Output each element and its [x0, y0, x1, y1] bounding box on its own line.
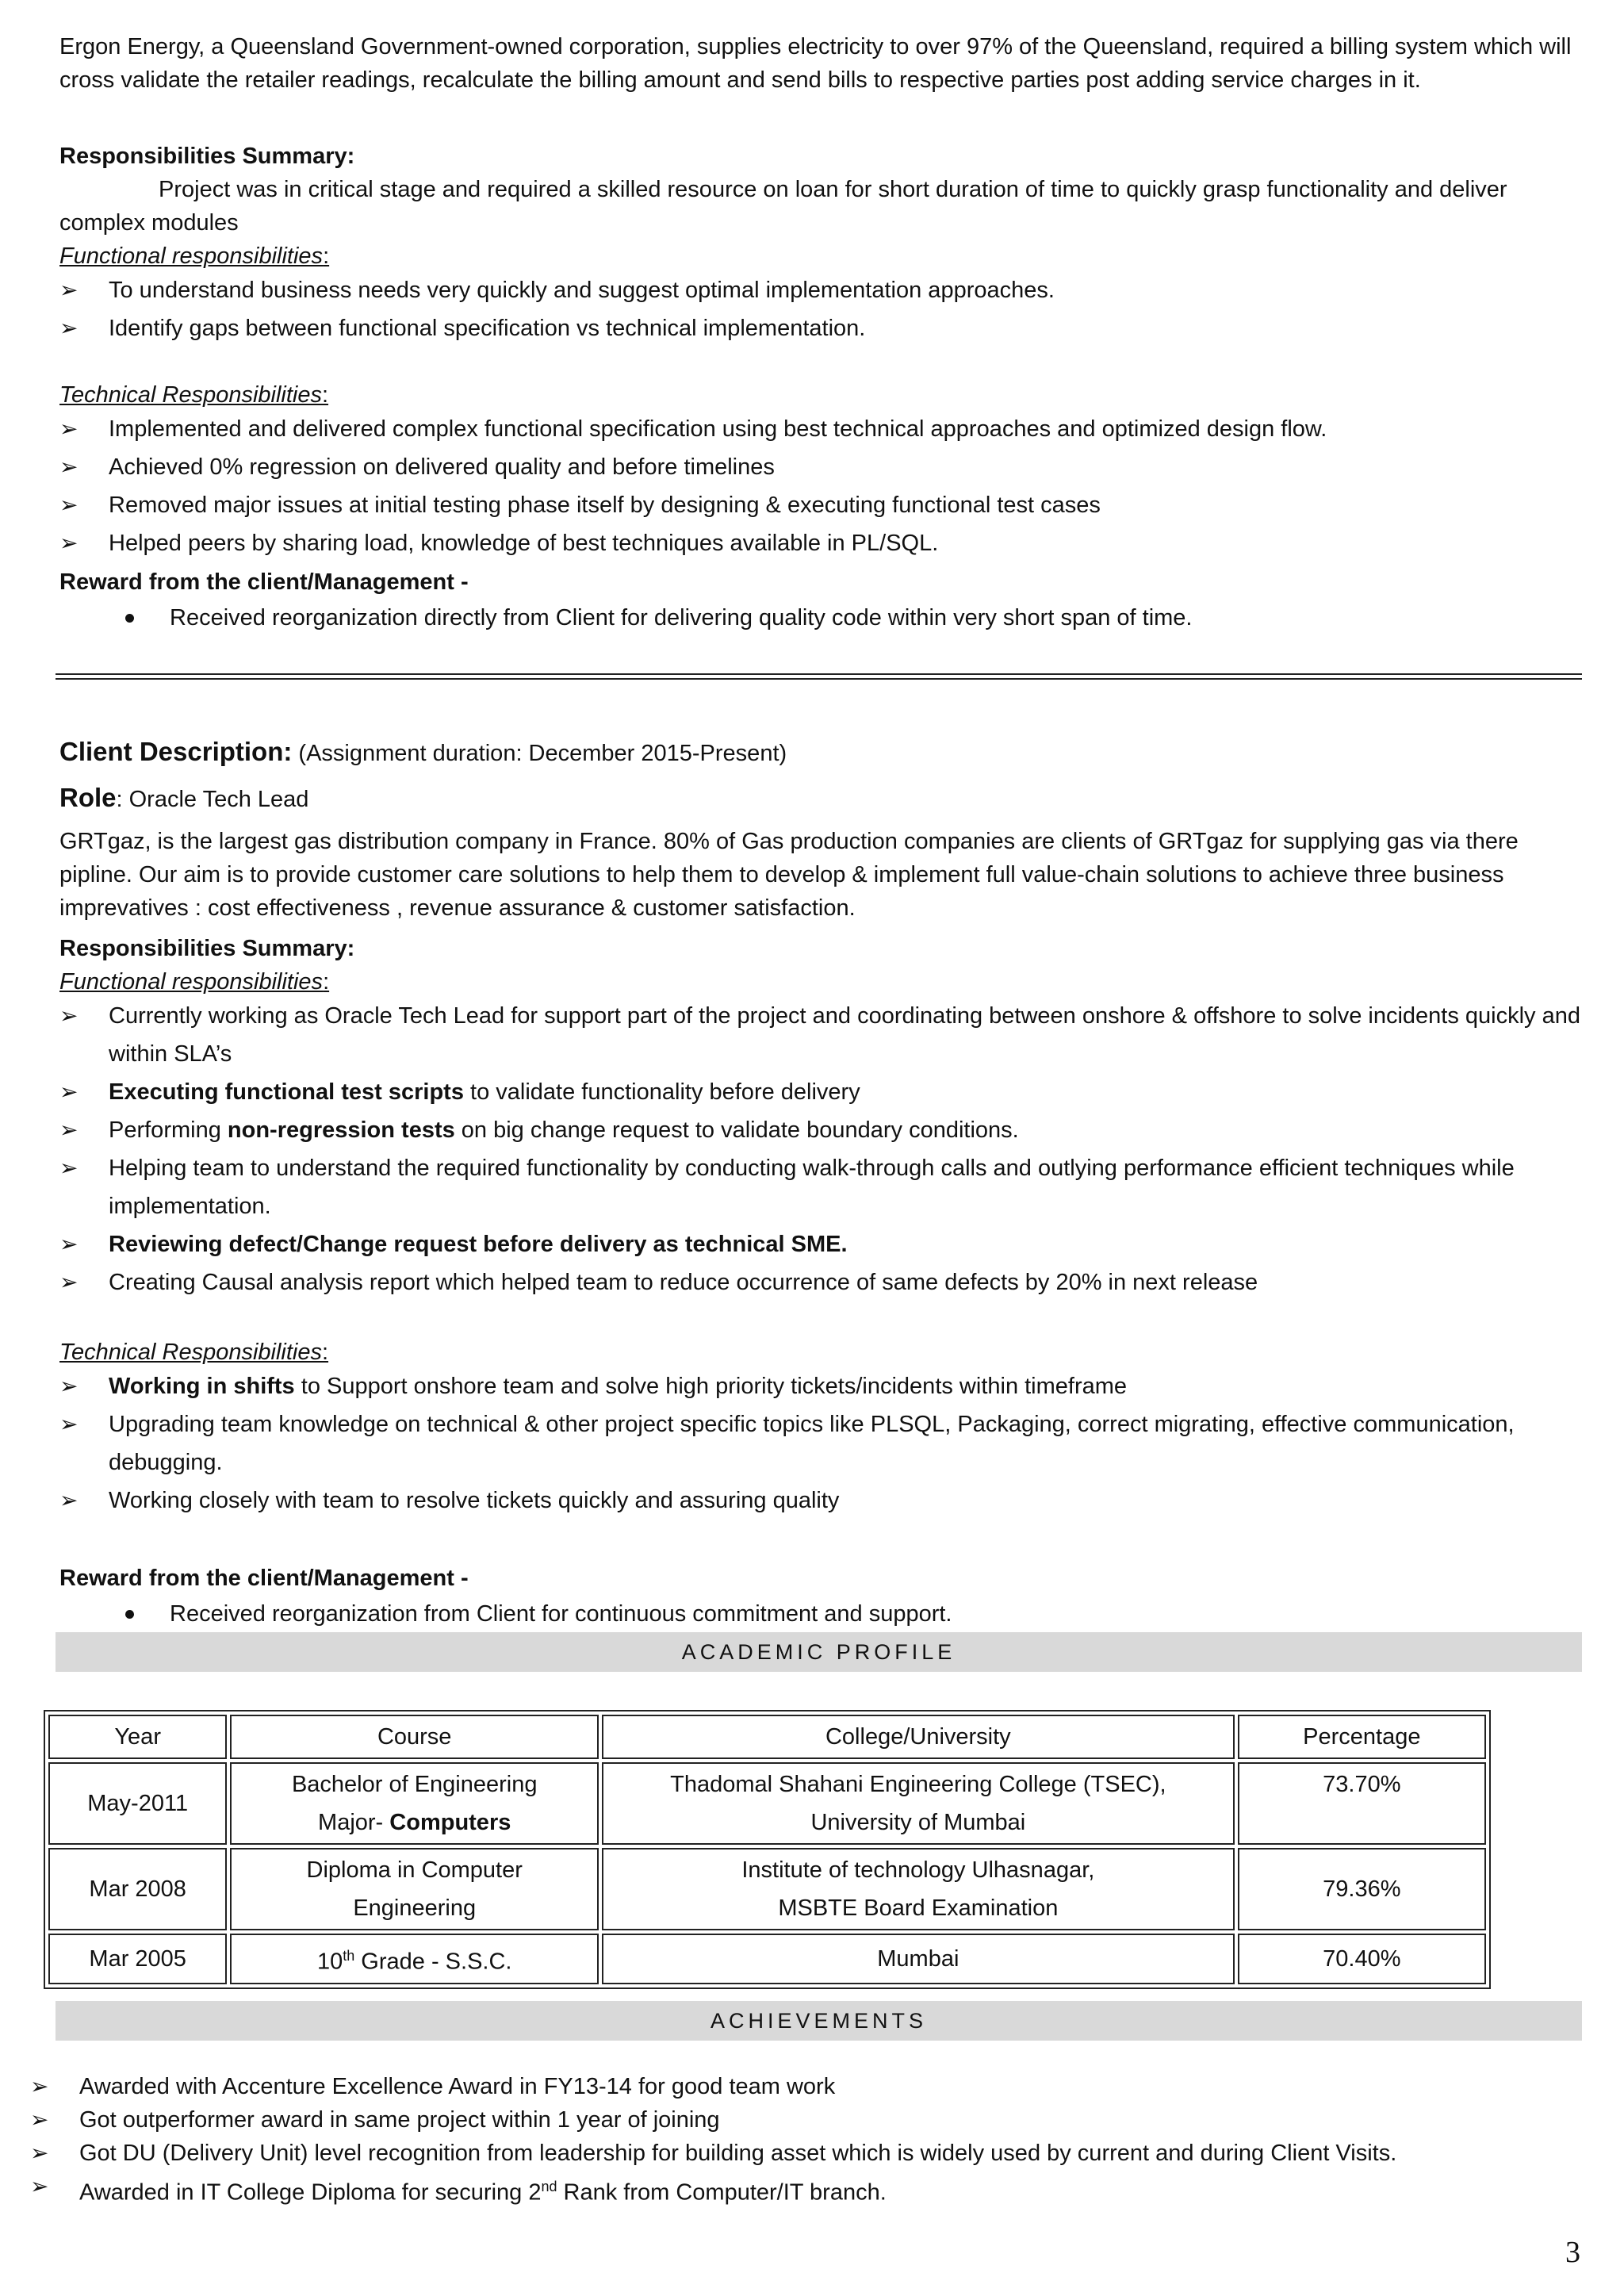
list-item: Received reorganization from Client for continuous commitment and support.	[119, 1596, 1578, 1631]
project1-reward-heading: Reward from the client/Management -	[59, 569, 469, 595]
arrow-bullet-icon: ➢	[59, 531, 79, 555]
project2-technical-list	[59, 1367, 1582, 1520]
col-header-course: Course	[230, 1715, 599, 1759]
list-item: ➢ Reviewing defect/Change request before delivery as technical SME.	[59, 1225, 1582, 1263]
cell-course: Bachelor of Engineering Major- Computers	[230, 1762, 599, 1845]
list-item: ➢ Awarded in IT College Diploma for securing 2nd Rank from Computer/IT branch.	[30, 2170, 1553, 2210]
project2-reward-list	[119, 1596, 1578, 1631]
list-item: ➢ Currently working as Oracle Tech Lead for support part of the project and coordinating between onshore & offshore to solve incidents quickly and within SLA’s	[59, 997, 1582, 1073]
arrow-bullet-icon: ➢	[59, 493, 79, 517]
table-row	[48, 1934, 1486, 1984]
project1-resp-summary-text: Project was in critical stage and required a skilled resource on loan for short duration of time to quickly grasp functionality and deliver complex modules	[59, 177, 1507, 236]
cell-percentage: 73.70%	[1238, 1762, 1486, 1845]
cell-college: Thadomal Shahani Engineering College (TSEC), University of Mumbai	[602, 1762, 1235, 1845]
project1-resp-summary-heading: Responsibilities Summary:	[59, 144, 355, 169]
arrow-bullet-icon: ➢	[59, 416, 79, 441]
project2-functional-heading: Functional responsibilities :	[59, 965, 329, 999]
bullet-dot-icon	[125, 614, 134, 623]
list-item: ➢ Executing functional test scripts to validate functionality before delivery	[59, 1073, 1582, 1111]
project1-functional-heading: Functional responsibilities :	[59, 240, 329, 273]
academic-profile-band: ACADEMIC PROFILE	[56, 1632, 1582, 1672]
cell-college: Institute of technology Ulhasnagar, MSBTE Board Examination	[602, 1848, 1235, 1930]
project2-resp-summary-heading: Responsibilities Summary:	[59, 936, 355, 961]
col-header-year: Year	[48, 1715, 227, 1759]
bullet-dot-icon	[125, 1610, 134, 1619]
arrow-bullet-icon: ➢	[59, 1488, 79, 1512]
col-header-percentage: Percentage	[1238, 1715, 1486, 1759]
list-item: ➢ Upgrading team knowledge on technical & other project specific topics like PLSQL, Packaging, correct migrating, effective communication, debugging.	[59, 1405, 1582, 1481]
cell-college: Mumbai	[602, 1934, 1235, 1984]
arrow-bullet-icon: ➢	[59, 1374, 79, 1398]
list-item: ➢ Helping team to understand the required functionality by conducting walk-through calls and outlying performance efficient techniques while implementation.	[59, 1149, 1582, 1225]
role-line: Role: Oracle Tech Lead	[59, 783, 309, 812]
arrow-bullet-icon: ➢	[30, 2141, 49, 2165]
project1-intro: Ergon Energy, a Queensland Government-owned corporation, supplies electricity to over 97% of the Queensland, required a billing system which will cross validate the retailer readings, recalculate the billing amount and send bills to respective parties post adding service charges in it.	[59, 34, 1572, 93]
arrow-bullet-icon: ➢	[59, 278, 79, 302]
arrow-bullet-icon: ➢	[30, 2074, 49, 2099]
list-item: ➢ Identify gaps between functional specification vs technical implementation.	[59, 309, 1582, 347]
section-divider	[56, 673, 1582, 675]
cell-year: Mar 2008	[48, 1848, 227, 1930]
arrow-bullet-icon: ➢	[30, 2107, 49, 2132]
arrow-bullet-icon: ➢	[59, 1117, 79, 1142]
project2-technical-heading: Technical Responsibilities :	[59, 1336, 328, 1369]
project1-reward-list	[119, 600, 1578, 635]
project2-reward-heading: Reward from the client/Management -	[59, 1566, 469, 1591]
list-item: ➢ Implemented and delivered complex functional specification using best technical approaches and optimized design flow.	[59, 410, 1582, 448]
achievements-list	[30, 2070, 1553, 2210]
list-item: ➢ Working closely with team to resolve tickets quickly and assuring quality	[59, 1481, 1582, 1520]
list-item: ➢ Achieved 0% regression on delivered quality and before timelines	[59, 448, 1582, 486]
list-item: ➢ Awarded with Accenture Excellence Award in FY13-14 for good team work	[30, 2070, 1553, 2103]
arrow-bullet-icon: ➢	[59, 1232, 79, 1256]
section-divider	[56, 678, 1582, 680]
project1-technical-list	[59, 410, 1582, 562]
list-item: ➢ Working in shifts to Support onshore team and solve high priority tickets/incidents within timeframe	[59, 1367, 1582, 1405]
cell-percentage: 79.36%	[1238, 1848, 1486, 1930]
client-description: Client Description: (Assignment duration: December 2015-Present)	[59, 737, 787, 766]
arrow-bullet-icon: ➢	[30, 2174, 49, 2198]
cell-course: 10th Grade - S.S.C.	[230, 1934, 599, 1984]
page-number: 3	[1565, 2236, 1580, 2269]
project1-technical-heading: Technical Responsibilities :	[59, 378, 328, 412]
project2-functional-list	[59, 997, 1582, 1301]
table-header-row	[48, 1715, 1486, 1759]
arrow-bullet-icon: ➢	[59, 1156, 79, 1180]
project2-intro: GRTgaz, is the largest gas distribution company in France. 80% of Gas production companies are clients of GRTgaz for supplying gas via there pipline. Our aim is to provide customer care solutions to help them to develop & implement full value-chain solutions to achieve three business imprevatives : cost effectiveness , revenue assurance & customer satisfaction.	[59, 829, 1519, 921]
list-item: ➢ Creating Causal analysis report which helped team to reduce occurrence of same defects by 20% in next release	[59, 1263, 1582, 1301]
table-row	[48, 1762, 1486, 1845]
list-item: ➢ Performing non-regression tests on big change request to validate boundary conditions.	[59, 1111, 1582, 1149]
arrow-bullet-icon: ➢	[59, 454, 79, 479]
list-item: ➢ Got outperformer award in same project within 1 year of joining	[30, 2103, 1553, 2137]
col-header-college: College/University	[602, 1715, 1235, 1759]
arrow-bullet-icon: ➢	[59, 1270, 79, 1294]
cell-year: Mar 2005	[48, 1934, 227, 1984]
list-item: ➢ Got DU (Delivery Unit) level recognition from leadership for building asset which is widely used by current and during Client Visits.	[30, 2137, 1553, 2170]
table-row	[48, 1848, 1486, 1930]
arrow-bullet-icon: ➢	[59, 1412, 79, 1436]
list-item: ➢ Removed major issues at initial testing phase itself by designing & executing functional test cases	[59, 486, 1582, 524]
list-item: ➢ To understand business needs very quickly and suggest optimal implementation approaches.	[59, 271, 1582, 309]
achievements-band: ACHIEVEMENTS	[56, 2001, 1582, 2041]
project1-functional-list	[59, 271, 1582, 347]
cell-year: May-2011	[48, 1762, 227, 1845]
cell-percentage: 70.40%	[1238, 1934, 1486, 1984]
cell-course: Diploma in Computer Engineering	[230, 1848, 599, 1930]
arrow-bullet-icon: ➢	[59, 1079, 79, 1104]
list-item: Received reorganization directly from Client for delivering quality code within very short span of time.	[119, 600, 1578, 635]
arrow-bullet-icon: ➢	[59, 1003, 79, 1028]
academic-table	[44, 1710, 1491, 1989]
list-item: ➢ Helped peers by sharing load, knowledge of best techniques available in PL/SQL.	[59, 524, 1582, 562]
arrow-bullet-icon: ➢	[59, 316, 79, 340]
